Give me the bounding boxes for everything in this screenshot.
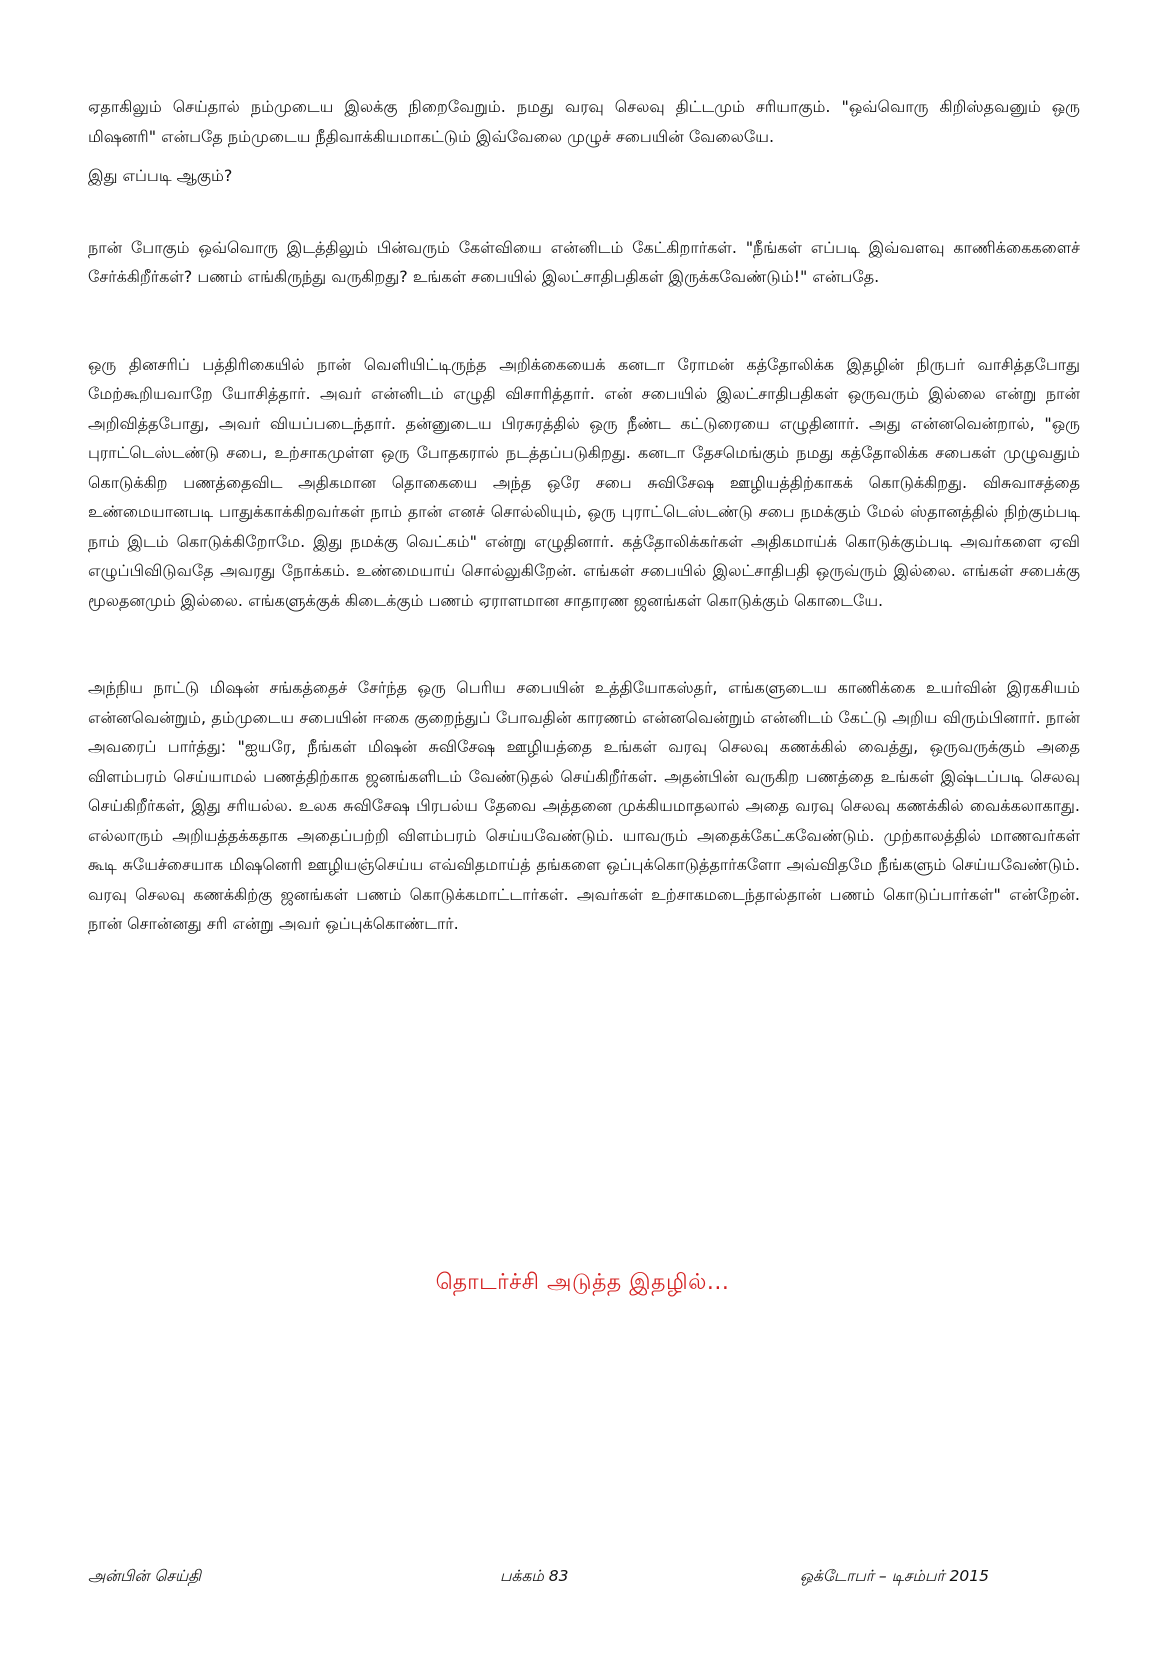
paragraph-catholic-reporter: ஒரு தினசரிப் பத்திரிகையில் நான் வெளியிட்டிருந்த அறிக்கையைக் கனடா ரோமன் கத்தோலிக்க இதழின் நிருபர் வாசித்தபோது மேற்கூறியவாறே யோசித்தார். அவர் என்னிடம் எழுதி விசாரித்தார். என் சபையில் இலட்சாதிபதிகள் ஒருவரும் இல்லை என்று நான் அறிவித்தபோது, அவர் வியப்படைந்தார். தன்னுடைய பிரசுரத்தில் ஒரு நீண்ட கட்டுரையை எழுதினார். அது என்னவென்றால், "ஒரு புராட்டெஸ்டண்டு சபை, உற்சாகமுள்ள ஒரு போதகரால் நடத்தப்படுகிறது. கனடா தேசமெங்கும் நமது கத்தோலிக்க சபைகள் முழுவதும் கொடுக்கிற பணத்தைவிட அதிகமான தொகையை அந்த ஒரே சபை சுவிசேஷ ஊழியத்திற்காகக் கொடுக்கிறது. விசுவாசத்தை உண்மையானபடி பாதுக்காக்கிறவர்கள் நாம் தான் எனச் சொல்லியும், ஒரு புராட்டெஸ்டண்டு சபை நமக்கும் மேல் ஸ்தானத்தில் நிற்கும்படி நாம் இடம் கொடுக்கிறோமே. இது நமக்கு வெட்கம்" என்று எழுதினார். கத்தோலிக்கர்கள் அதிகமாய்க் கொடுக்கும்படி அவர்களை ஏவி எழுப்பிவிடுவதே அவரது நோக்கம். உண்மையாய் சொல்லுகிறேன். எங்கள் சபையில் இலட்சாதிபதி ஒருவ்ரும் இல்லை. எங்கள் சபைக்கு மூலதனமும் இல்லை. எங்களுக்குக் கிடைக்கும் பணம் ஏராளமான சாதாரண ஜனங்கள் கொடுக்கும் கொடையே. <box>88 354 1080 610</box>
paragraph-common-question: நான் போகும் ஒவ்வொரு இடத்திலும் பின்வரும் கேள்வியை என்னிடம் கேட்கிறார்கள். "நீங்கள் எப்படி இவ்வளவு காணிக்கைகளைச் சேர்க்கிறீர்கள்? பணம் எங்கிருந்து வருகிறது? உங்கள் சபையில் இலட்சாதிபதிகள் இருக்கவேண்டும்!" என்பதே. <box>88 237 1080 286</box>
continuation-note: தொடர்ச்சி அடுத்த இதழில்... <box>435 1270 730 1295</box>
article-body <box>88 92 1080 939</box>
paragraph-intro: ஏதாகிலும் செய்தால் நம்முடைய இலக்கு நிறைவேறும். நமது வரவு செலவு திட்டமும் சரியாகும். "ஒவ்வொரு கிறிஸ்தவனும் ஒரு மிஷனரி" என்பதே நம்முடைய நீதிவாக்கியமாகட்டும் இவ்வேலை முழுச் சபையின் வேலையே. <box>88 97 1080 146</box>
spacer <box>88 615 1080 673</box>
paragraph-question: இது எப்படி ஆகும்? <box>88 166 233 185</box>
footer-issue-date: ஒக்டோபர் – டிசம்பர் 2015 <box>800 1567 989 1585</box>
spacer <box>88 191 1080 233</box>
paragraph-mission-officer: அந்நிய நாட்டு மிஷன் சங்கத்தைச் சேர்ந்த ஒரு பெரிய சபையின் உத்தியோகஸ்தர், எங்களுடைய காணிக்கை உயர்வின் இரகசியம் என்னவென்றும், தம்முடைய சபையின் ஈகை குறைந்துப் போவதின் காரணம் என்னவென்றும் என்னிடம் கேட்டு அறிய விரும்பினார். நான் அவரைப் பார்த்து: "ஐயரே, நீங்கள் மிஷன் சுவிசேஷ ஊழியத்தை உங்கள் வரவு செலவு கணக்கில் வைத்து, ஒருவருக்கும் அதை விளம்பரம் செய்யாமல் பணத்திற்காக ஜனங்களிடம் வேண்டுதல் செய்கிறீர்கள். அதன்பின் வருகிற பணத்தை உங்கள் இஷ்டப்படி செலவு செய்கிறீர்கள், இது சரியல்ல. உலக சுவிசேஷ பிரபல்ய தேவை அத்தனை முக்கியமாதலால் அதை வரவு செலவு கணக்கில் வைக்கலாகாது. எல்லாரும் அறியத்தக்கதாக அதைப்பற்றி விளம்பரம் செய்யவேண்டும். யாவரும் அதைக்கேட்கவேண்டும். முற்காலத்தில் மாணவர்கள் கூடி சுயேச்சையாக மிஷனெரி ஊழியஞ்செய்ய எவ்விதமாய்த் தங்களை ஒப்புக்கொடுத்தார்களோ அவ்விதமே நீங்களும் செய்யவேண்டும். வரவு செலவு கணக்கிற்கு ஜனங்கள் பணம் கொடுக்கமாட்டார்கள். அவர்கள் உற்சாகமடைந்தால்தான் பணம் கொடுப்பார்கள்" என்றேன். நான் சொன்னது சரி என்று அவர் ஒப்புக்கொண்டார். <box>88 678 1081 933</box>
footer-publication: அன்பின் செய்தி <box>88 1567 201 1585</box>
footer-page-number: பக்கம் 83 <box>500 1567 569 1585</box>
spacer <box>88 292 1080 350</box>
spacer <box>88 151 1080 161</box>
